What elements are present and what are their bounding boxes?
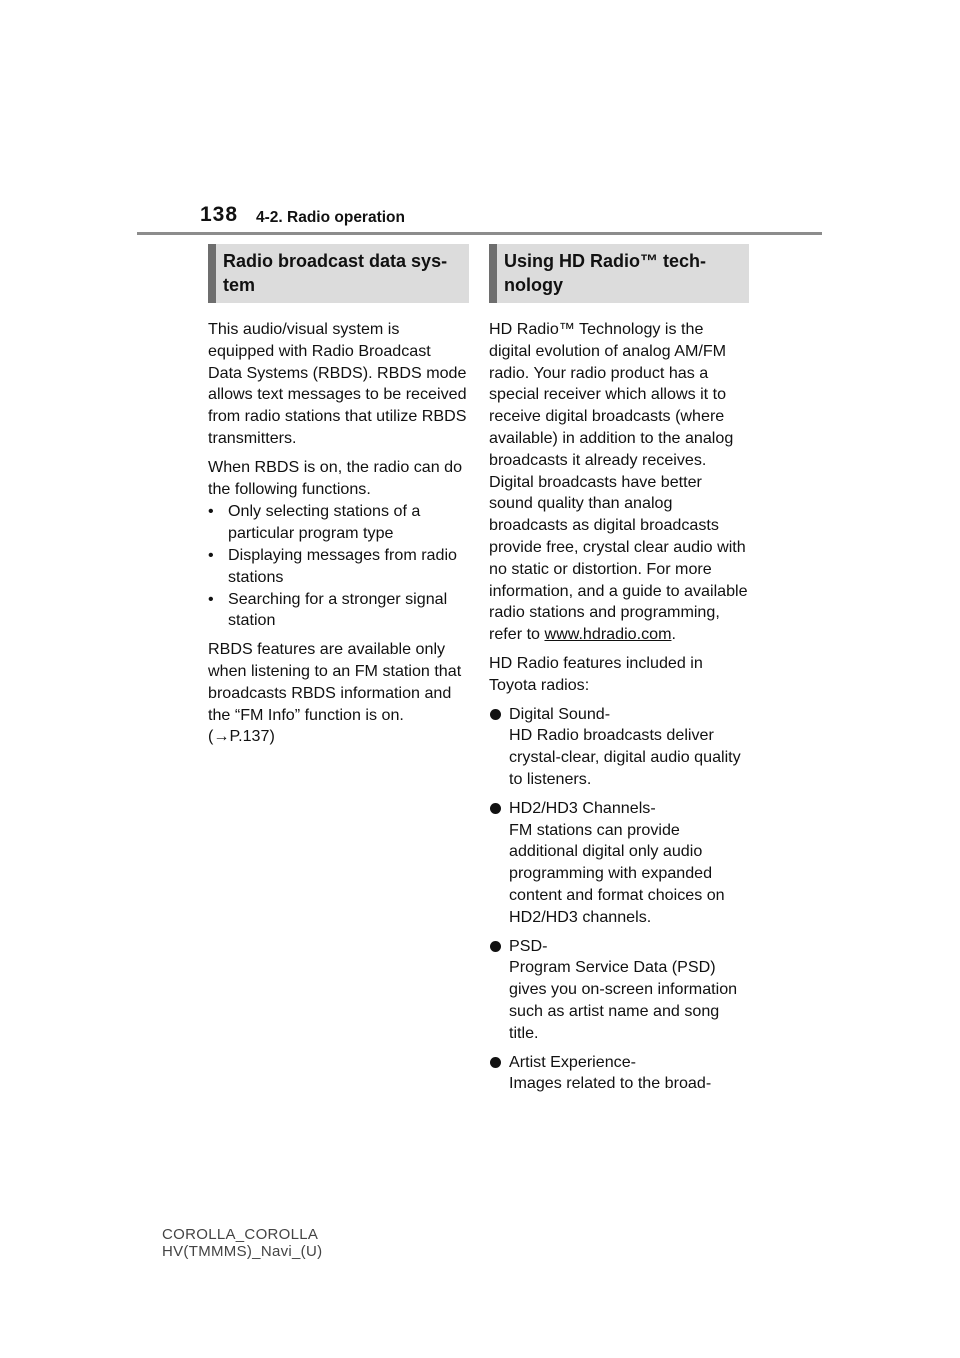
hd-radio-body <box>489 319 749 1095</box>
hd-radio-heading-line-2: nology <box>504 275 563 295</box>
footer-line-1: COROLLA_COROLLA <box>162 1226 319 1243</box>
list-item: HD2/HD3 Channels- FM stations can provide additional digital only audio programming with expanded content and format choices on HD2/HD3 channels. <box>489 798 749 929</box>
list-item: Artist Experience- Images related to the broad- <box>489 1052 749 1096</box>
section-label: 4-2. Radio operation <box>256 209 405 226</box>
rbds-heading-line-1: Radio broadcast data sys- <box>223 251 448 271</box>
rbds-heading-line-2: tem <box>223 275 256 295</box>
rbds-availability-paragraph: RBDS features are available only when listening to an FM station that broadcasts RBDS information and the “FM Info” function is on. (→P.137) <box>208 640 462 746</box>
bullet-dot-icon <box>490 803 501 814</box>
bullet-dot-icon <box>490 709 501 720</box>
document-footer <box>162 1226 322 1260</box>
rbds-functions-paragraph: When RBDS is on, the radio can do the following functions. <box>208 457 463 498</box>
list-item: • Only selecting stations of a particular program type <box>208 502 421 543</box>
hd-radio-features-intro: HD Radio features included in Toyota radios: <box>489 653 703 694</box>
hd-radio-features-list <box>489 704 749 1096</box>
page-reference-link[interactable]: P.137 <box>229 727 270 746</box>
rbds-functions-list <box>208 501 468 632</box>
bullet-dot-icon <box>490 941 501 952</box>
rbds-heading <box>208 244 469 303</box>
header-rule <box>137 232 822 235</box>
rbds-body <box>208 319 468 748</box>
arrow-right-icon: → <box>213 727 230 746</box>
right-column <box>489 244 749 1102</box>
rbds-intro-paragraph: This audio/visual system is equipped with Radio Broadcast Data Systems (RBDS). RBDS mode allows text messages to be received from radio stations that utilize RBDS transmitters. <box>208 320 467 447</box>
left-column <box>208 244 468 755</box>
bullet-dot-icon <box>490 1057 501 1068</box>
footer-line-2: HV(TMMMS)_Navi_(U) <box>162 1243 323 1260</box>
list-item: PSD- Program Service Data (PSD) gives you on-screen information such as artist name and song title. <box>489 936 749 1045</box>
hd-radio-heading <box>489 244 749 303</box>
list-item: • Displaying messages from radio stations <box>208 545 457 586</box>
hd-radio-heading-line-1: Using HD Radio™ tech- <box>504 251 707 271</box>
list-item: • Searching for a stronger signal station <box>208 589 448 630</box>
hd-radio-intro-paragraph: HD Radio™ Technology is the digital evolution of analog AM/FM radio. Your radio product has a special receiver which allows it to receive digital broadcasts (where available) in addition to the analog broadcasts it already receives. Digital broadcasts have better sound quality than analog broadcasts as digital broadcasts provide free, crystal clear audio with no static or distortion. For more information, and a guide to available radio stations and programming, refer to www.hdradio.com. <box>489 320 748 644</box>
list-item: Digital Sound- HD Radio broadcasts deliver crystal-clear, digital audio quality to listeners. <box>489 704 749 791</box>
page-number: 138 <box>200 203 239 226</box>
hdradio-website-link[interactable]: www.hdradio.com <box>544 625 672 644</box>
